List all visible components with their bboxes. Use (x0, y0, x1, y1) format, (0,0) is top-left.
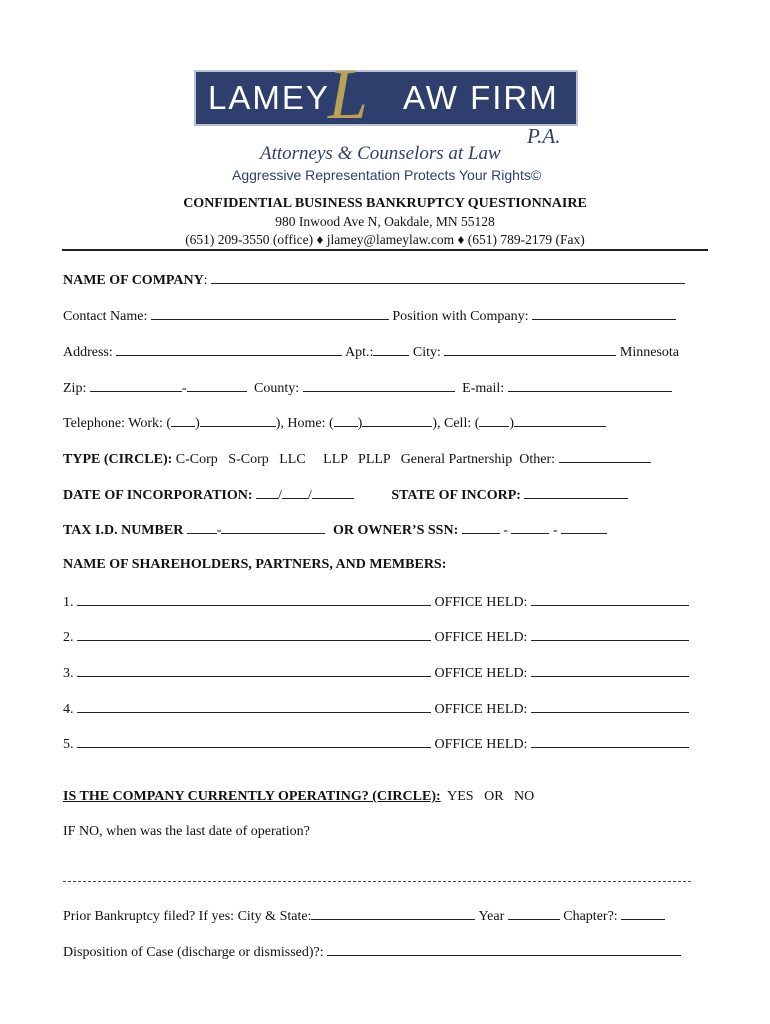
apt-field[interactable] (373, 343, 409, 356)
logo-word-lawfirm: AW FIRM (403, 79, 559, 116)
ssn-sep-2: - (552, 523, 558, 538)
taxid-label: TAX I.D. NUMBER (63, 523, 184, 538)
zip-ext-field[interactable] (187, 379, 247, 392)
taxid-part2[interactable] (221, 521, 325, 534)
shareholder-number: 1. (63, 595, 74, 610)
shareholder-row (63, 664, 689, 682)
ssn-label: OR OWNER’S SSN: (332, 523, 459, 538)
type-label: TYPE (CIRCLE): (63, 452, 173, 467)
disposition-field[interactable] (327, 943, 681, 956)
shareholder-row (63, 700, 689, 718)
doi-label: DATE OF INCORPORATION: (63, 488, 253, 503)
company-label: NAME OF COMPANY (63, 273, 204, 288)
dashed-divider (63, 881, 691, 882)
state-incorp-field[interactable] (524, 486, 628, 499)
firm-address: 980 Inwood Ave N, Oakdale, MN 55128 (275, 214, 495, 229)
tel-cell-label: ), Cell: ( (432, 416, 480, 431)
type-other-field[interactable] (559, 450, 651, 463)
state-text: Minnesota (619, 345, 680, 360)
ssn-part3[interactable] (561, 521, 607, 534)
shareholder-row (63, 593, 689, 611)
office-held-field[interactable] (531, 628, 689, 641)
office-held-label: OFFICE HELD: (434, 595, 528, 610)
shareholder-name-field[interactable] (77, 628, 431, 641)
email-label: E-mail: (462, 381, 505, 396)
contact-name-field[interactable] (151, 307, 389, 320)
chapter-label: Chapter?: (563, 909, 618, 924)
company-colon: : (203, 273, 208, 288)
shareholder-row (63, 735, 689, 753)
shareholder-name-field[interactable] (77, 735, 431, 748)
type-row (63, 450, 651, 468)
contact-row (63, 307, 676, 325)
prior-bankruptcy-row (63, 907, 665, 925)
telephone-row (63, 414, 606, 432)
firm-contact: (651) 209-3550 (office) ♦ jlamey@lameylaw.com ♦ (651) 789-2179 (Fax) (185, 232, 585, 247)
logo-pa: P.A. (527, 124, 561, 148)
shareholder-number: 2. (63, 630, 74, 645)
state-incorp-label: STATE OF INCORP: (391, 488, 521, 503)
prior-bk-label: Prior Bankruptcy filed? If yes: City & State: (63, 909, 312, 924)
tel-work-area[interactable] (171, 414, 195, 427)
contact-name-label: Contact Name: (63, 309, 148, 324)
office-held-field[interactable] (531, 593, 689, 606)
shareholder-number: 5. (63, 737, 74, 752)
form-title: CONFIDENTIAL BUSINESS BANKRUPTCY QUESTIONNAIRE (183, 196, 587, 211)
tel-work-field[interactable] (200, 414, 276, 427)
taxid-part1[interactable] (187, 521, 217, 534)
zip-row (63, 379, 672, 397)
zip-label: Zip: (63, 381, 87, 396)
shareholder-row (63, 628, 689, 646)
chapter-field[interactable] (621, 907, 665, 920)
position-label: Position with Company: (392, 309, 529, 324)
city-label: City: (412, 345, 441, 360)
tel-home-label: ), Home: ( (275, 416, 334, 431)
office-held-label: OFFICE HELD: (434, 630, 528, 645)
position-field[interactable] (532, 307, 676, 320)
doi-slash-2: / (307, 488, 312, 503)
address-field[interactable] (116, 343, 342, 356)
company-row (63, 271, 685, 289)
disposition-label: Disposition of Case (discharge or dismissed)?: (63, 945, 324, 960)
office-held-label: OFFICE HELD: (434, 666, 528, 681)
operating-row (63, 789, 534, 805)
email-field[interactable] (508, 379, 672, 392)
doi-year[interactable] (312, 486, 354, 499)
office-held-label: OFFICE HELD: (434, 702, 528, 717)
office-held-label: OFFICE HELD: (434, 737, 528, 752)
logo-subtitle: Attorneys & Counselors at Law (260, 143, 501, 164)
year-field[interactable] (508, 907, 560, 920)
company-field[interactable] (211, 271, 685, 284)
incorporation-row (63, 486, 628, 504)
city-field[interactable] (444, 343, 616, 356)
header-divider (62, 249, 708, 251)
office-held-field[interactable] (531, 700, 689, 713)
if-no-question: IF NO, when was the last date of operation? (63, 824, 310, 839)
operating-options[interactable]: YES OR NO (447, 789, 535, 804)
tel-work-label: Telephone: Work: ( (63, 416, 172, 431)
prior-bk-city-field[interactable] (311, 907, 475, 920)
logo-banner (194, 54, 578, 134)
address-row (63, 343, 679, 361)
shareholders-heading: NAME OF SHAREHOLDERS, PARTNERS, AND MEMBERS: (63, 557, 447, 572)
logo-tagline: Aggressive Representation Protects Your Rights© (232, 167, 542, 183)
zip-field[interactable] (90, 379, 182, 392)
county-label: County: (254, 381, 300, 396)
ssn-part2[interactable] (511, 521, 549, 534)
logo-word-lamey: LAMEY (208, 79, 330, 116)
shareholder-name-field[interactable] (77, 664, 431, 677)
taxid-dash: - (216, 523, 222, 538)
tel-cell-field[interactable] (514, 414, 606, 427)
tel-home-paren: ) (357, 416, 363, 431)
address-label: Address: (63, 345, 113, 360)
tel-work-paren: ) (195, 416, 200, 431)
ssn-part1[interactable] (462, 521, 500, 534)
apt-label: Apt.: (345, 345, 374, 360)
county-field[interactable] (303, 379, 455, 392)
tel-cell-area[interactable] (479, 414, 509, 427)
office-held-field[interactable] (531, 664, 689, 677)
shareholder-name-field[interactable] (77, 593, 431, 606)
year-label: Year (478, 909, 505, 924)
office-held-field[interactable] (531, 735, 689, 748)
shareholder-name-field[interactable] (77, 700, 431, 713)
taxid-row (63, 521, 607, 539)
shareholder-number: 4. (63, 702, 74, 717)
tel-cell-paren: ) (509, 416, 515, 431)
tel-home-field[interactable] (362, 414, 432, 427)
shareholder-number: 3. (63, 666, 74, 681)
tel-home-area[interactable] (334, 414, 358, 427)
operating-question: IS THE COMPANY CURRENTLY OPERATING? (CIRCLE): (63, 789, 441, 804)
ssn-sep-1: - (503, 523, 508, 538)
disposition-row (63, 943, 681, 961)
doi-slash-1: / (278, 488, 282, 503)
type-options[interactable]: C-Corp S-Corp LLC LLP PLLP General Partnership Other: (175, 452, 556, 467)
zip-dash: - (181, 381, 187, 396)
logo-script-l: L (328, 54, 371, 134)
doi-day[interactable] (282, 486, 308, 499)
doi-month[interactable] (256, 486, 278, 499)
